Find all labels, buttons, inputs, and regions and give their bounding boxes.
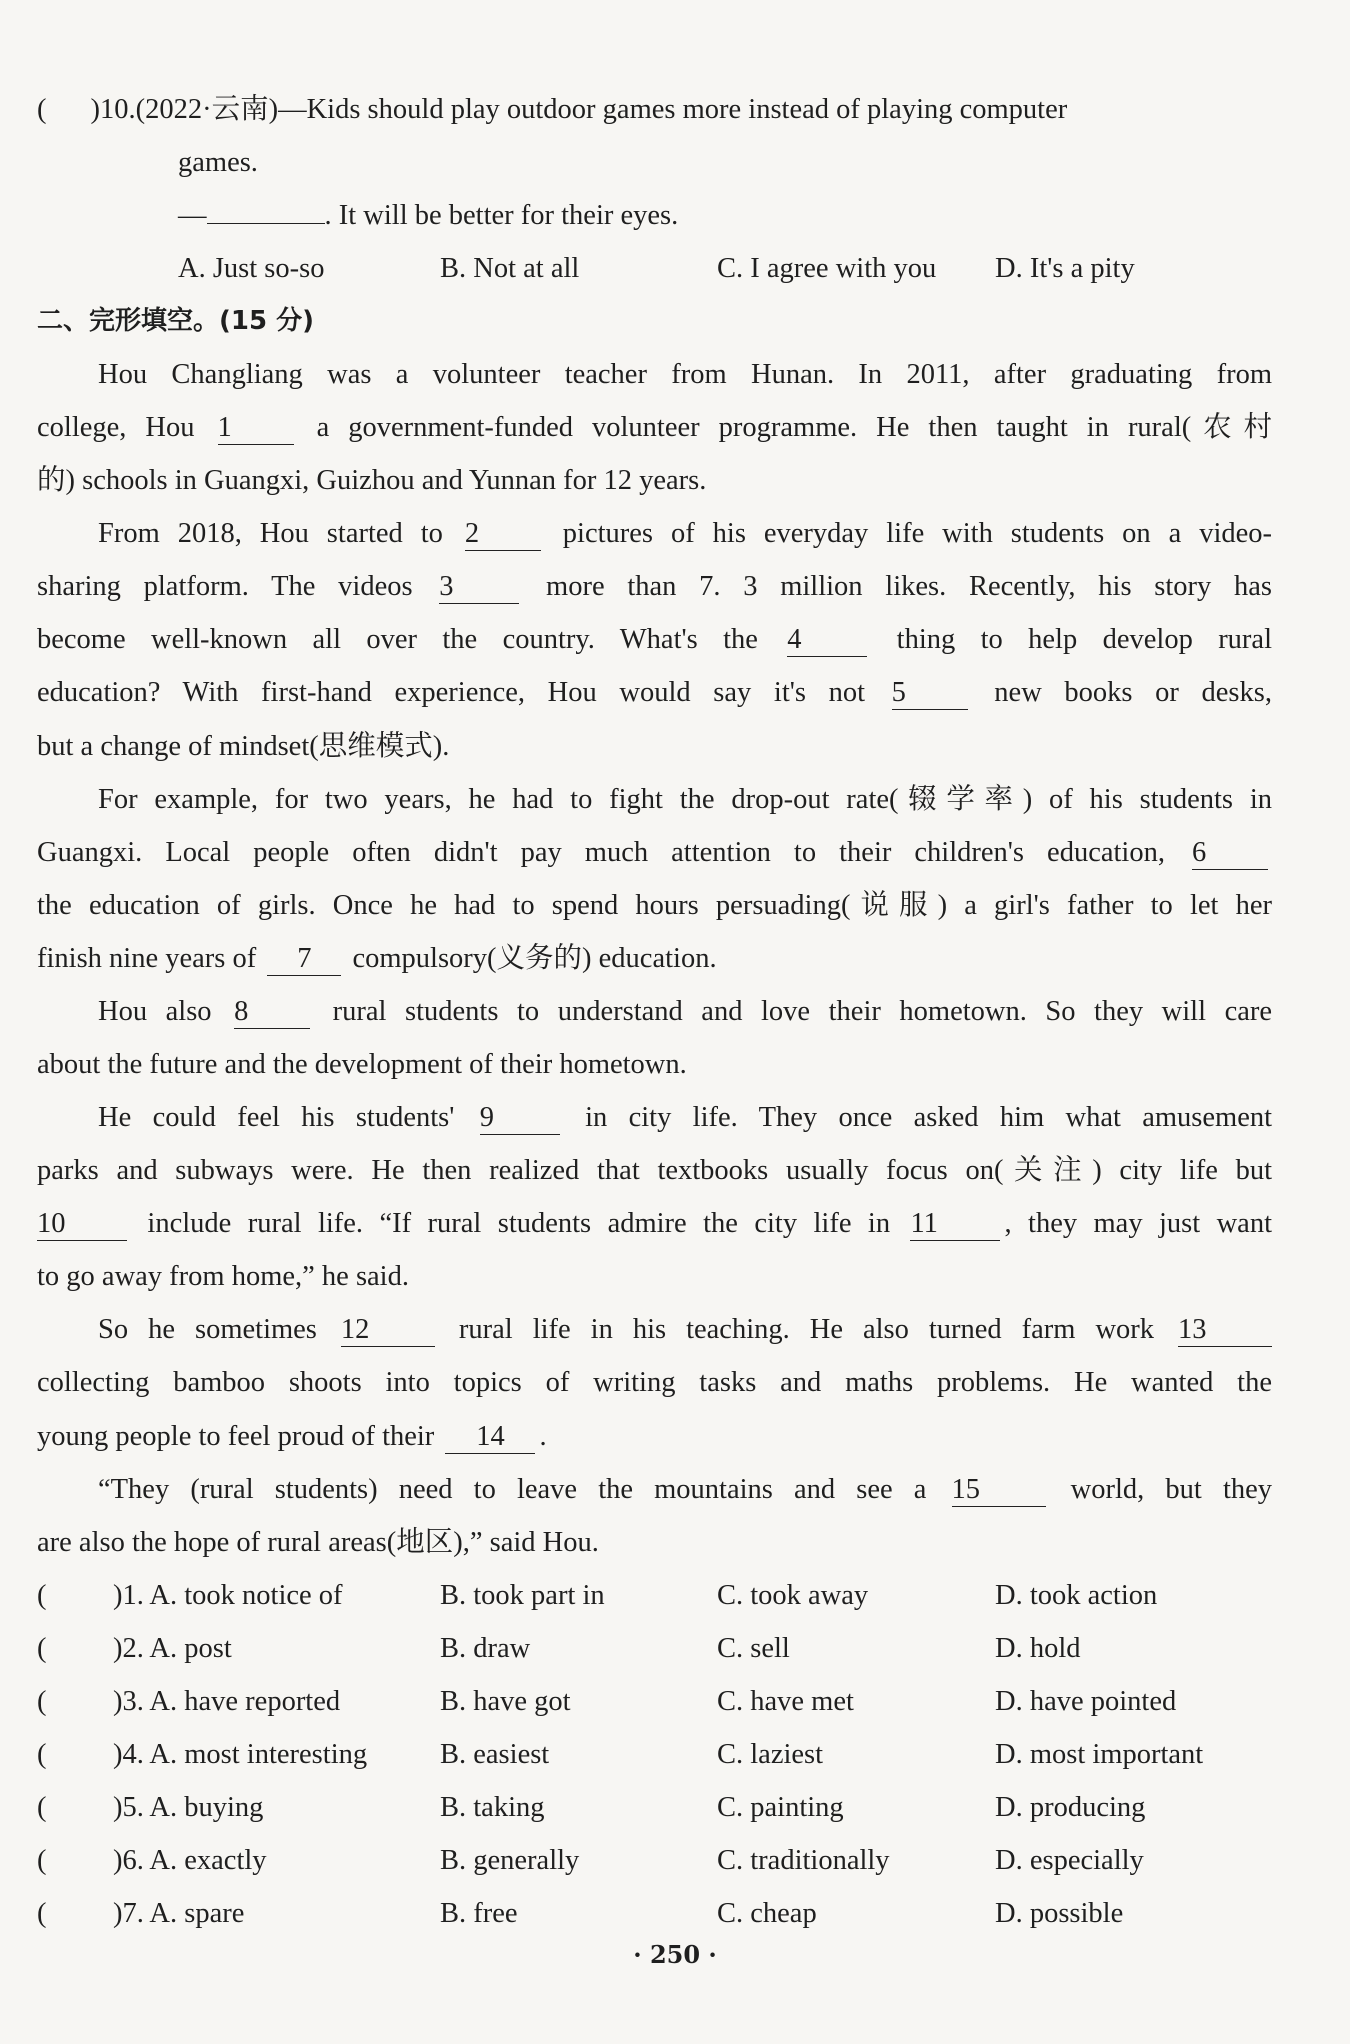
option-a: )5. A. buying [113,1792,264,1823]
passage-line: So he sometimes 12 rural life in his teaching. He also turned farm work 13 [98,1310,1272,1350]
q10-option-d: D. It's a pity [995,253,1135,284]
question-row [37,1682,1277,1722]
passage-line: From 2018, Hou started to 2 pictures of his everyday life with students on a video- [98,518,1272,549]
question-row [37,1735,1277,1775]
answer-paren[interactable]: ( [37,1739,47,1770]
page-number: · 250 · [633,1940,717,1969]
q10-option-c: C. I agree with you [717,253,937,284]
blank-10: 10 [37,1208,127,1241]
question-row [37,1788,1277,1828]
option-c: C. traditionally [717,1845,890,1876]
q10-reply-line [178,196,1178,236]
passage-line: He could feel his students' 9 in city life. They once asked him what amusement [98,1102,1273,1133]
q10-options [37,249,1277,289]
answer-paren[interactable]: ( [37,1686,47,1717]
blank-3: 3 [439,571,519,604]
passage-line: finish nine years of 7 compulsory(义务的) education. [37,943,717,974]
blank-5: 5 [892,677,968,710]
passage-line: about the future and the development of their hometown. [37,1049,687,1080]
answer-paren[interactable]: ( [37,1580,47,1611]
passage-line: Hou Changliang was a volunteer teacher from Hunan. In 2011, after graduating from [98,359,1272,390]
blank-6: 6 [1192,837,1268,870]
blank-11: 11 [910,1208,1000,1241]
q10-stem: )10.(2022·云南)—Kids should play outdoor games more instead of playing computer [90,94,1068,125]
blank-15: 15 [952,1474,1046,1507]
option-c: C. painting [717,1792,844,1823]
q10-option-b: B. Not at all [440,253,580,284]
answer-paren[interactable]: ( [37,1898,47,1929]
option-a: )6. A. exactly [113,1845,267,1876]
option-b: B. have got [440,1686,571,1717]
option-d: D. hold [995,1633,1081,1664]
passage-line: to go away from home,” he said. [37,1261,409,1292]
option-a: )2. A. post [113,1633,232,1664]
option-c: C. sell [717,1633,790,1664]
answer-paren[interactable]: ( [37,1792,47,1823]
passage-line: collecting bamboo shoots into topics of writing tasks and maths problems. He wanted the [37,1367,1272,1398]
passage-line: parks and subways were. He then realized that textbooks usually focus on(关注) city life but [37,1155,1272,1186]
option-b: B. easiest [440,1739,550,1770]
q10-option-a: A. Just so-so [178,253,325,284]
option-c: C. have met [717,1686,854,1717]
option-b: B. generally [440,1845,580,1876]
q10-reply-text: . It will be better for their eyes. [324,200,679,231]
blank-4: 4 [787,624,867,657]
passage-line: college, Hou 1 a government-funded volunteer programme. He then taught in rural(农村 [37,412,1273,443]
passage-line: but a change of mindset(思维模式). [37,731,450,762]
passage-line: Hou also 8 rural students to understand and love their hometown. So they will care [98,996,1273,1027]
q10-stem-line [37,90,1272,130]
blank-13: 13 [1178,1314,1272,1347]
option-d: D. producing [995,1792,1146,1823]
option-d: D. especially [995,1845,1144,1876]
passage-line: education? With first-hand experience, Hou would say it's not 5 new books or desks, [37,677,1272,708]
passage-line: are also the hope of rural areas(地区),” said Hou. [37,1527,599,1558]
question-row [37,1576,1277,1616]
option-b: B. draw [440,1633,531,1664]
q10-reply-dash: — [178,200,207,231]
blank-12: 12 [341,1314,435,1347]
option-a: )4. A. most interesting [113,1739,368,1770]
answer-paren[interactable]: ( [37,1845,47,1876]
blank-2: 2 [465,518,541,551]
option-d: D. most important [995,1739,1204,1770]
option-c: C. cheap [717,1898,817,1929]
passage-line: young people to feel proud of their 14 . [37,1421,547,1452]
q10-paren: ( [37,94,47,125]
question-row [37,1629,1277,1669]
passage-line: become well-known all over the country. What's the 4 thing to help develop rural [37,624,1272,655]
blank-8: 8 [234,996,310,1029]
passage-line: sharing platform. The videos 3 more than 7. 3 million likes. Recently, his story has [37,571,1272,602]
passage-line: the education of girls. Once he had to spend hours persuading(说服) a girl's father to let her [37,890,1272,921]
option-d: D. possible [995,1898,1124,1929]
q10-stem-line-2: games. [178,147,258,178]
option-c: C. laziest [717,1739,824,1770]
option-b: B. took part in [440,1580,605,1611]
blank-14: 14 [445,1421,535,1454]
answer-paren[interactable]: ( [37,1633,47,1664]
passage-line: 10 include rural life. “If rural students admire the city life in 11 , they may just want [37,1208,1272,1239]
question-row [37,1841,1277,1881]
option-d: D. took action [995,1580,1158,1611]
option-c: C. took away [717,1580,869,1611]
passage-line: Guangxi. Local people often didn't pay much attention to their children's education, 6 [37,833,1272,873]
section-heading: 二、完形填空。(15 分) [37,306,314,336]
option-a: )3. A. have reported [113,1686,341,1717]
option-a: )1. A. took notice of [113,1580,343,1611]
option-b: B. free [440,1898,518,1929]
passage-line: 的) schools in Guangxi, Guizhou and Yunnan for 12 years. [37,465,707,496]
blank-9: 9 [480,1102,560,1135]
q10-answer-blank [207,223,325,224]
option-a: )7. A. spare [113,1898,245,1929]
blank-1: 1 [218,412,294,445]
option-d: D. have pointed [995,1686,1177,1717]
option-b: B. taking [440,1792,545,1823]
passage-line: “They (rural students) need to leave the mountains and see a 15 world, but they [98,1474,1273,1505]
blank-7: 7 [267,943,341,976]
question-row [37,1894,1277,1934]
passage-line: For example, for two years, he had to fight the drop-out rate(辍学率) of his students in [98,784,1272,815]
